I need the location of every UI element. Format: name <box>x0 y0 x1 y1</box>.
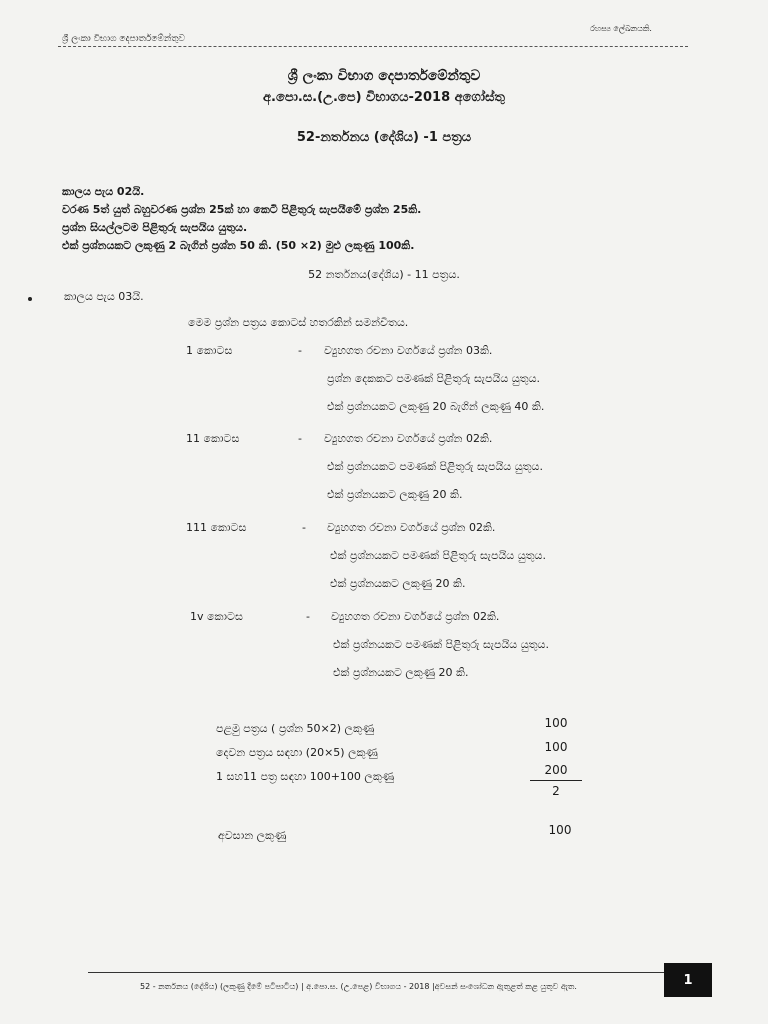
paper1-line: කාලය පැය 02යි. <box>62 185 145 198</box>
totals-value: 200 <box>544 763 568 777</box>
section-line: එක් ප්‍රශ්නයකට පමණක් පිළිතුරු සැපයිය යුතුය. <box>330 549 546 562</box>
exam-title: අ.පො.ස.(උ.පෙ) විභාගය-2018 අගෝස්තු <box>263 90 505 105</box>
section-line: ව්‍යුහගත රචනා වර්ගයේ ප්‍රශ්න 02කි. <box>331 610 500 623</box>
section-label: 1 කොටස <box>186 344 233 357</box>
paper2-intro: මෙම ප්‍රශ්න පත්‍රය කොටස් හතරකින් සමන්විතය. <box>188 316 409 329</box>
section-line: එක් ප්‍රශ්නයකට පමණක් පිළිතුරු සැපයිය යුතුය. <box>327 460 543 473</box>
final-marks-label: අවසාන ලකුණු <box>218 829 287 842</box>
section-line: එක් ප්‍රශ්නයකට ලකුණු 20 කි. <box>327 488 463 501</box>
footer-divider <box>88 972 688 973</box>
totals-value: 100 <box>544 716 568 730</box>
section-line: ව්‍යුහගත රචනා වර්ගයේ ප්‍රශ්න 02කි. <box>327 521 496 534</box>
section-line: එක් ප්‍රශ්නයකට ලකුණු 20 කි. <box>333 666 469 679</box>
header-right-text: රහස්‍ය ලේඛනයකි. <box>590 24 652 33</box>
section-label: 1v කොටස <box>190 610 243 623</box>
section-line: ව්‍යුහගත රචනා වර්ගයේ ප්‍රශ්න 02කි. <box>324 432 493 445</box>
header-divider <box>58 46 688 47</box>
totals-label: පළමු පත්‍රය ( ප්‍රශ්න 50×2) ලකුණු <box>216 722 375 735</box>
section-line: ව්‍යුහගත රචනා වර්ගයේ ප්‍රශ්න 03කි. <box>324 344 493 357</box>
section-line: එක් ප්‍රශ්නයකට ලකුණු 20 බැගින් ලකුණු 40 කි. <box>327 400 545 413</box>
totals-value: 100 <box>544 740 568 754</box>
final-marks-value: 100 <box>548 823 572 837</box>
totals-divisor: 2 <box>552 784 560 798</box>
section-line: එක් ප්‍රශ්නයකට ලකුණු 20 කි. <box>330 577 466 590</box>
section-line: එක් ප්‍රශ්නයකට පමණක් පිළිතුරු සැපයිය යුතුය. <box>333 638 549 651</box>
section-dash: - <box>298 344 302 357</box>
section-dash: - <box>298 432 302 445</box>
department-title: ශ්‍රී ලංකා විභාග දෙපාර්තමේන්තුව <box>287 68 481 84</box>
paper2-time: කාලය පැය 03යි. <box>64 290 144 303</box>
page-number: 1 <box>664 963 712 997</box>
paper1-line: එක් ප්‍රශ්නයකට ලකුණු 2 බැගින් ප්‍රශ්න 50 කි. (50 ×2) මුළු ලකුණු 100කි. <box>62 239 415 252</box>
section-dash: - <box>302 521 306 534</box>
paper-title: 52-නර්තනය (දේශිය) -1 පත්‍රය <box>296 130 472 145</box>
header-left-text: ශ්‍රී ලංකා විභාග දෙපාර්තමේන්තුව <box>62 34 186 44</box>
paper1-line: ප්‍රශ්න සියල්ලටම පිළිතුරු සැපයිය යුතුය. <box>62 221 248 234</box>
fraction-bar <box>530 780 582 781</box>
paper1-line: වරණ 5ත් යුත් බහුවරණ ප්‍රශ්න 25ක් හා කෙටි පිළිතුරු සැපයීමේ ප්‍රශ්න 25කි. <box>62 203 422 216</box>
scan-mark <box>28 297 32 301</box>
section-line: ප්‍රශ්න දෙකකට පමණක් පිළිතුරු සැපයිය යුතුය. <box>327 372 540 385</box>
totals-label: දෙවන පත්‍රය සඳහා (20×5) ලකුණු <box>216 746 378 759</box>
section-dash: - <box>306 610 310 623</box>
totals-label: 1 සහ11 පත්‍ර සඳහා 100+100 ලකුණු <box>216 770 395 783</box>
section-label: 111 කොටස <box>186 521 247 534</box>
footer-text: 52 - නර්තනය (දේශිය) (ලකුණු දීමේ පටිපාටිය) | අ.පො.ස. (උ.පෙළ) විභාගය - 2018 |අවසන් සංශෝධන ඇතුළත් කළ යුතුව ඇත. <box>140 982 577 991</box>
paper2-title: 52 නර්තනය(දේශිය) - 11 පත්‍රය. <box>308 268 460 281</box>
section-label: 11 කොටස <box>186 432 240 445</box>
